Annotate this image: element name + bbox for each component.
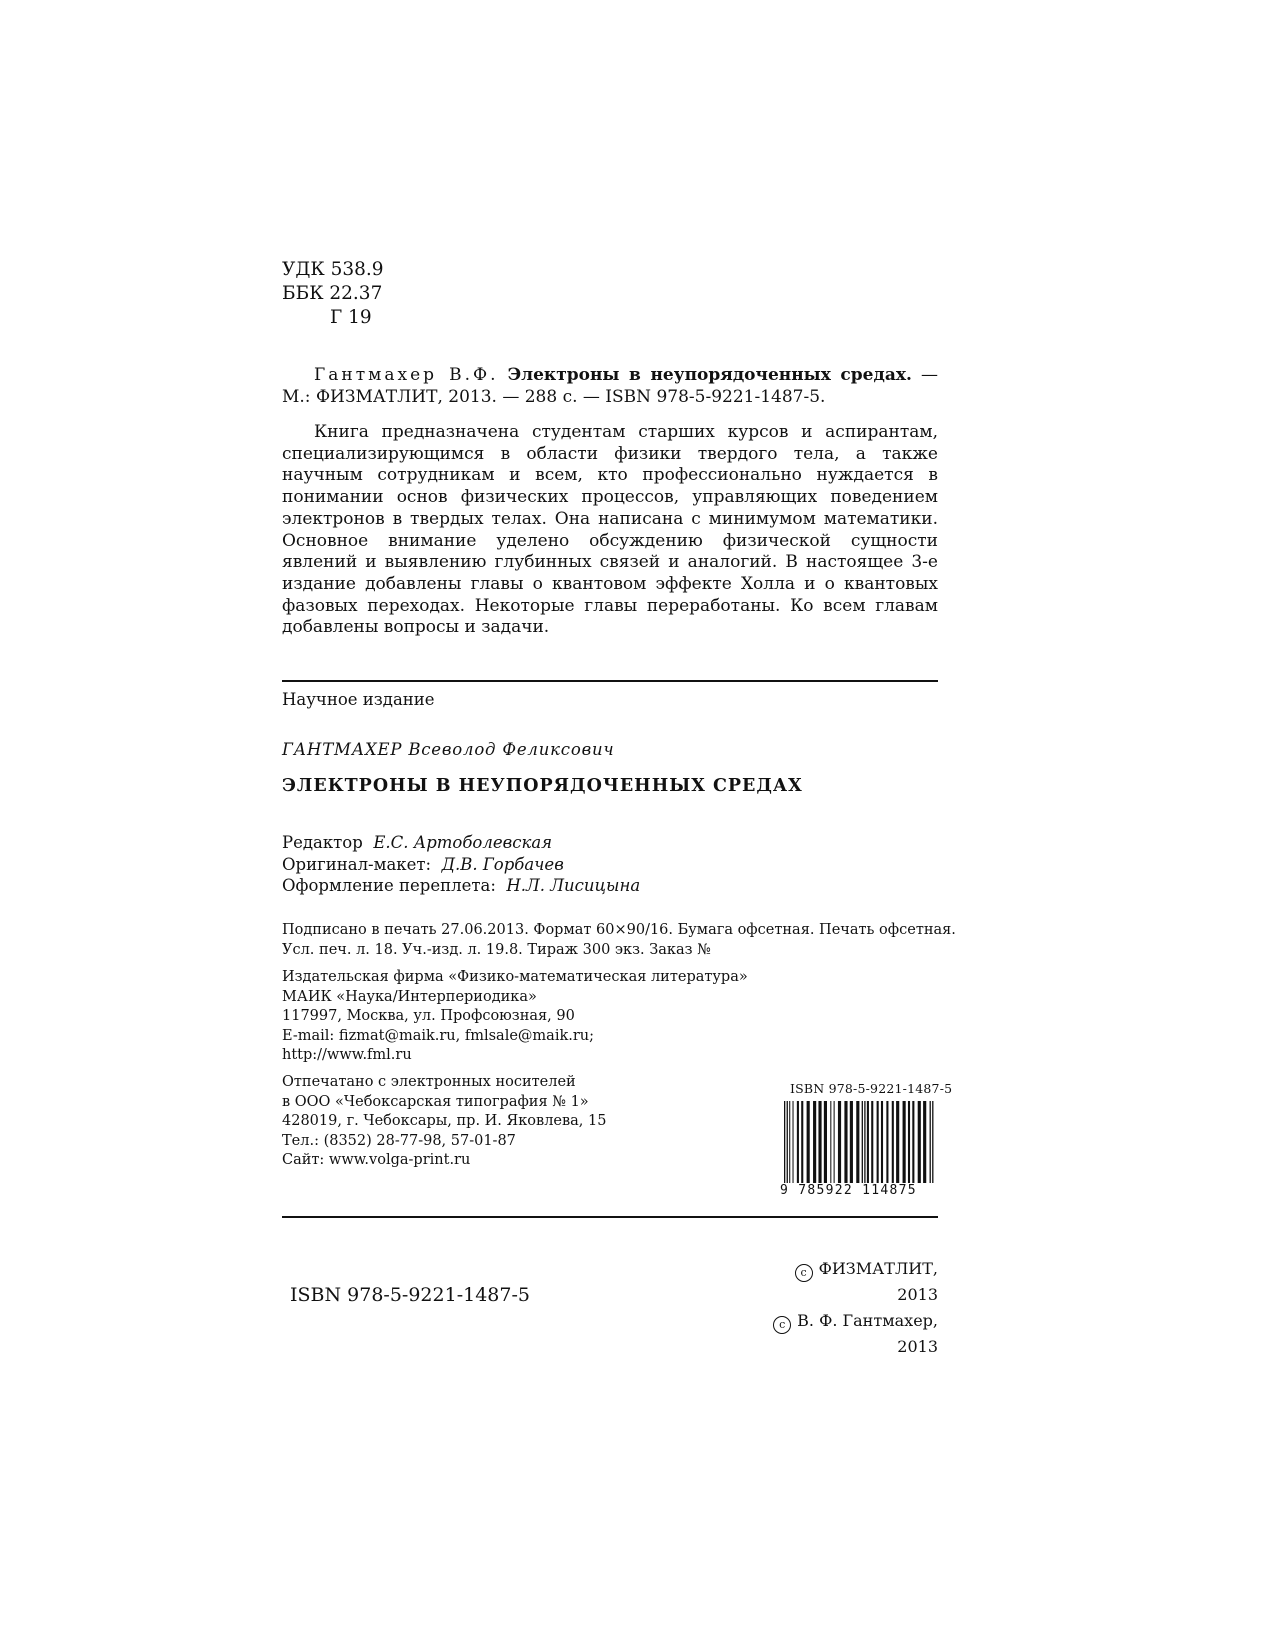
copyright-line: c В. Ф. Гантмахер, 2013 [753, 1308, 938, 1360]
staff-editor: Редактор Е.С. Артоболевская [282, 833, 553, 852]
barcode-bar [918, 1101, 921, 1183]
barcode-bar [892, 1101, 894, 1183]
print-info-line: Подписано в печать 27.06.2013. Формат 60×90/16. Бумага офсетная. Печать офсетная. [282, 922, 956, 938]
barcode-bar [864, 1101, 865, 1195]
barcode-isbn-label: ISBN 978-5-9221-1487-5 [790, 1081, 953, 1096]
barcode-bar [834, 1101, 835, 1183]
barcode-bar [912, 1101, 914, 1183]
classification-codes [282, 258, 384, 330]
barcode-bar [877, 1101, 879, 1183]
barcode-bar [871, 1101, 873, 1183]
barcode-bar [818, 1101, 821, 1183]
printer-line: 428019, г. Чебоксары, пр. И. Яковлева, 15 [282, 1113, 607, 1129]
barcode-bar [844, 1101, 847, 1183]
barcode-bar [801, 1101, 803, 1183]
reference-title: Электроны в неупорядоченных средах. [507, 365, 912, 385]
barcode-bar [867, 1101, 869, 1183]
barcode-bar [784, 1101, 785, 1195]
barcode-bar [787, 1101, 788, 1195]
bibliographic-reference [282, 364, 938, 408]
barcode [780, 1101, 938, 1201]
barcode-bar [813, 1101, 816, 1183]
printer-line: Отпечатано с электронных носителей [282, 1074, 576, 1090]
reference-imprint: М.: ФИЗМАТЛИТ, 2013. — 288 с. — ISBN 978-5-9221-1487-5. [282, 387, 826, 407]
barcode-bar [824, 1101, 827, 1183]
edition-kind: Научное издание [282, 690, 435, 709]
publisher-info [282, 968, 748, 1066]
printer-line: Сайт: www.volga-print.ru [282, 1152, 471, 1168]
author-sign: Г 19 [330, 307, 372, 328]
barcode-bar [807, 1101, 810, 1183]
publisher-line: Издательская фирма «Физико-математическая литература» [282, 969, 748, 985]
barcode-digits: 9 785922 114875 [780, 1183, 938, 1199]
copyright-icon: c [795, 1264, 813, 1282]
divider-bottom [282, 1216, 938, 1218]
abstract [282, 422, 938, 639]
reference-author: Гантмахер В.Ф. [314, 365, 499, 385]
barcode-bar [903, 1101, 906, 1183]
printer-line: в ООО «Чебоксарская типография № 1» [282, 1093, 589, 1110]
barcode-bar [797, 1101, 799, 1183]
barcode-bar [862, 1101, 863, 1195]
barcode-bar [793, 1101, 794, 1183]
udk-code: УДК 538.9 [282, 259, 384, 280]
barcode-bar [930, 1101, 931, 1195]
reference-dash: — [911, 365, 938, 385]
divider-top [282, 680, 938, 682]
barcode-bar [838, 1101, 841, 1183]
barcode-bar [856, 1101, 859, 1183]
copyright-line: c ФИЗМАТЛИТ, 2013 [753, 1256, 938, 1308]
publisher-line: E-mail: fizmat@maik.ru, fmlsale@maik.ru; [282, 1027, 595, 1044]
barcode-bar [908, 1101, 910, 1183]
staff-cover: Оформление переплета: Н.Л. Лисицына [282, 876, 641, 895]
staff-layout: Оригинал-макет: Д.В. Горбачев [282, 854, 564, 874]
publisher-line: 117997, Москва, ул. Профсоюзная, 90 [282, 1008, 575, 1024]
abstract-text: Книга предназначена студентам старших курсов и аспирантам, специализирующимся в области физики твердого тела, а также научным сотрудникам и всем, кто профессионально нуждается в понимании основ физических процессов, управляющих поведением электронов в твердых телах. Она написана с минимумом математики. Основное внимание уделено обсуждению физической сущности явлений и выявлению глубинных связей и аналогий. В настоящее 3-е издание добавлены главы о квантовом эффекте Холла и о квантовых фазовых переходах. Некоторые главы переработаны. Ко всем главам добавлены вопросы и задачи. [282, 422, 938, 638]
barcode-bar [932, 1101, 933, 1195]
publisher-line: http://www.fml.ru [282, 1047, 412, 1063]
barcode-bar [896, 1101, 899, 1183]
barcode-bar [923, 1101, 926, 1183]
printer-line: Тел.: (8352) 28-77-98, 57-01-87 [282, 1132, 516, 1149]
print-info-line: Усл. печ. л. 18. Уч.-изд. л. 19.8. Тираж 300 экз. Заказ № [282, 942, 711, 958]
print-info [282, 920, 956, 960]
barcode-bar [886, 1101, 888, 1183]
isbn-main: ISBN 978-5-9221-1487-5 [290, 1284, 530, 1306]
barcode-bar [789, 1101, 790, 1183]
publisher-line: МАИК «Наука/Интерпериодика» [282, 988, 537, 1005]
barcode-bar [830, 1101, 831, 1183]
barcode-bar [881, 1101, 883, 1183]
staff-list [282, 832, 640, 897]
copyright-icon: c [773, 1316, 791, 1334]
bbk-code: ББК 22.37 [282, 283, 383, 304]
author-full-name: ГАНТМАХЕР Всеволод Феликсович [282, 740, 615, 759]
book-title: ЭЛЕКТРОНЫ В НЕУПОРЯДОЧЕННЫХ СРЕДАХ [282, 776, 803, 796]
barcode-bar [850, 1101, 853, 1183]
copyright-block [753, 1256, 938, 1360]
printer-info [282, 1073, 606, 1171]
